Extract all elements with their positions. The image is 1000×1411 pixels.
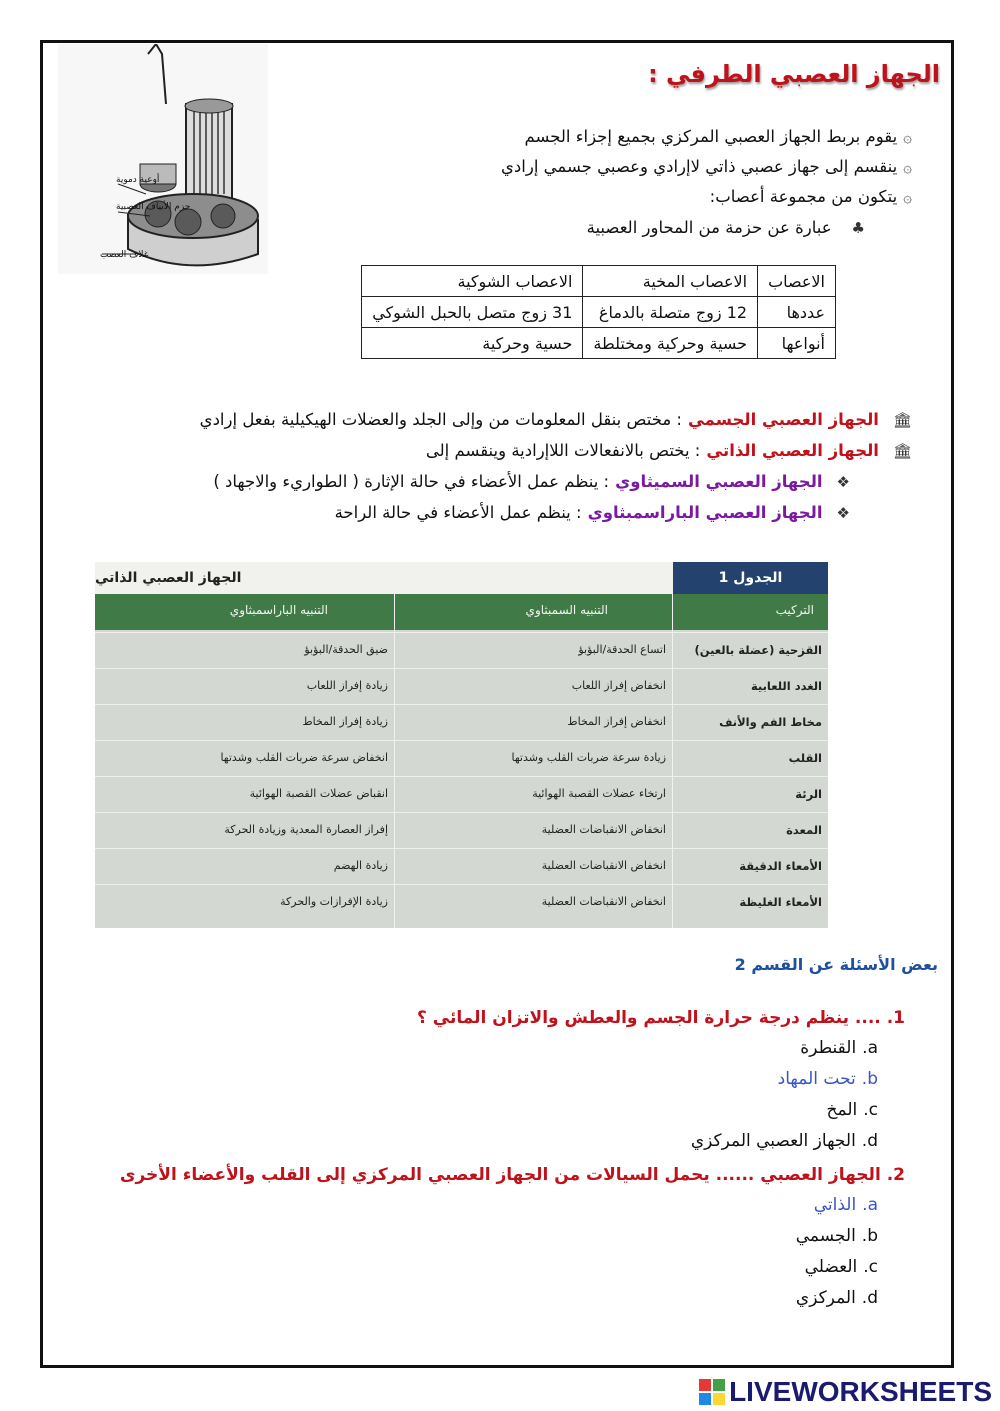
club-bullet-icon: ♣	[851, 218, 865, 237]
table-row	[95, 740, 828, 777]
flower-bullet-icon: ۞	[903, 127, 912, 146]
intro-line	[501, 157, 912, 176]
autonomic-line	[426, 441, 912, 460]
answer-option[interactable]	[796, 1226, 878, 1246]
photo-table-caption: الجهاز العصبي الذاتي	[95, 562, 673, 594]
answer-option[interactable]	[796, 1288, 878, 1308]
column-bullet-icon: 🏛	[892, 410, 912, 429]
table-header-cell: الاعصاب الشوكية	[362, 266, 583, 297]
somatic-line	[200, 410, 912, 429]
photo-table-label: الجدول 1	[673, 562, 828, 594]
option-text: تحت المهاد	[777, 1069, 856, 1089]
photo-cell: انخفاض الانقباضات العضلية	[541, 895, 666, 908]
answer-option[interactable]	[827, 1100, 878, 1120]
nerve-table	[361, 265, 836, 359]
photo-cell: زيادة إفراز اللعاب	[306, 679, 388, 692]
table-cell: حسية وحركية	[362, 328, 583, 359]
somatic-term: الجهاز العصبي الجسمي	[687, 410, 879, 429]
table-row	[362, 266, 836, 297]
table-cell: أنواعها	[758, 328, 836, 359]
intro-line	[710, 187, 912, 206]
photo-cell: انخفاض سرعة ضربات القلب وشدتها	[220, 751, 388, 764]
photo-cell: الأمعاء الغليظة	[739, 895, 822, 909]
intro-line	[525, 127, 912, 146]
photo-cell: ارتخاء عضلات القصبة الهوائية	[532, 787, 666, 800]
autonomic-term: الجهاز العصبي الذاتي	[706, 441, 879, 460]
table-row	[95, 848, 828, 885]
diagram-label-vessels: أوعية دموية	[116, 175, 160, 185]
table-row	[95, 812, 828, 849]
photo-table-header	[95, 594, 828, 630]
photo-cell: القزحية (عضلة بالعين)	[694, 643, 822, 657]
option-letter: a.	[862, 1038, 878, 1058]
liveworksheets-logo	[699, 1376, 992, 1408]
photo-cell: ضيق الحدقة/البؤبؤ	[304, 643, 388, 656]
photo-cell: انخفاض الانقباضات العضلية	[541, 859, 666, 872]
photo-cell: المعدة	[786, 823, 822, 837]
option-text: الذاتي	[813, 1195, 857, 1215]
flower-bullet-icon: ۞	[903, 157, 912, 176]
table-row	[95, 632, 828, 669]
diagram-label-bundles: حزم الأبياف العصبية	[116, 202, 191, 212]
answer-option-selected[interactable]	[778, 1069, 878, 1089]
table-row	[362, 297, 836, 328]
photo-cell: الغدد اللعابية	[750, 679, 822, 693]
intro-line-text: يقوم بربط الجهاز العصبي المركزي بجميع إجزاء الجسم	[524, 127, 898, 146]
photo-cell: زيادة سرعة ضربات القلب وشدتها	[511, 751, 666, 764]
flower-bullet-icon: ۞	[903, 187, 912, 206]
club-line	[587, 218, 865, 237]
question-stem: .... ينظم درجة حرارة الجسم والعطش والاتزان المائي ؟	[416, 1008, 881, 1028]
option-text: العضلي	[804, 1257, 858, 1277]
photo-cell: انقباض عضلات القصبة الهوائية	[249, 787, 388, 800]
liveworksheets-logo-icon	[699, 1379, 725, 1405]
club-line-text: عبارة عن حزمة من المحاور العصبية	[586, 218, 832, 237]
answer-option[interactable]	[800, 1038, 878, 1058]
parasympathetic-desc: : ينظم عمل الأعضاء في حالة الراحة	[334, 503, 582, 522]
question-2-text	[120, 1165, 905, 1185]
photo-cell: زيادة إفراز المخاط	[302, 715, 388, 728]
photo-cell: انخفاض إفراز اللعاب	[571, 679, 666, 692]
photo-cell: زيادة الإفرازات والحركة	[280, 895, 388, 908]
photo-cell: الأمعاء الدقيقة	[739, 859, 822, 873]
diagram-label-sheath: غلاف العصب	[100, 250, 149, 260]
option-letter: c.	[863, 1257, 878, 1277]
option-text: المخ	[826, 1100, 858, 1120]
sympathetic-term: الجهاز العصبي السميثاوي	[615, 472, 823, 491]
photo-cell: الرئة	[795, 787, 822, 801]
question-stem: الجهاز العصبي ...... يحمل السيالات من الجهاز العصبي المركزي إلى القلب والأعضاء الأخرى	[119, 1165, 881, 1185]
option-letter: c.	[863, 1100, 878, 1120]
answer-option[interactable]	[691, 1131, 878, 1151]
photo-cell: انخفاض الانقباضات العضلية	[541, 823, 666, 836]
intro-line-text: ينقسم إلى جهاز عصبي ذاتي لاإرادي وعصبي جسمي إرادي	[501, 157, 898, 176]
photo-col-header: التركيب	[775, 603, 814, 617]
option-text: القنطرة	[800, 1038, 857, 1058]
question-number: 2.	[886, 1165, 905, 1185]
parasympathetic-term: الجهاز العصبي الباراسمبثاوي	[587, 503, 823, 522]
photo-cell: اتساع الحدقة/البؤبؤ	[578, 643, 666, 656]
table-row	[362, 328, 836, 359]
photo-col-header: التنبيه الباراسمبثاوي	[229, 603, 328, 617]
answer-option[interactable]	[805, 1257, 878, 1277]
table-header-cell: الاعصاب المخية	[583, 266, 758, 297]
intro-line-text: يتكون من مجموعة أعصاب:	[709, 187, 898, 206]
table-row	[95, 884, 828, 921]
question-1-text	[417, 1008, 905, 1028]
option-text: الجسمي	[795, 1226, 856, 1246]
autonomic-desc: : يختص بالانفعالات اللاإرادية وينقسم إلى	[425, 441, 701, 460]
option-text: الجهاز العصبي المركزي	[690, 1131, 856, 1151]
questions-heading: بعض الأسئلة عن القسم 2	[734, 955, 938, 974]
table-cell: عددها	[758, 297, 836, 328]
logo-text: LIVEWORKSHEETS	[729, 1376, 992, 1407]
table-header-cell: الاعصاب	[758, 266, 836, 297]
option-letter: b.	[861, 1069, 878, 1089]
nerve-diagram	[58, 44, 268, 274]
table-row	[95, 704, 828, 741]
diamond-bullet-icon: ❖	[836, 503, 850, 522]
table-cell: 12 زوج متصلة بالدماغ	[583, 297, 758, 328]
answer-option-selected[interactable]	[814, 1195, 878, 1215]
page-title: الجهاز العصبي الطرفي :	[648, 60, 940, 88]
parasympathetic-line	[335, 503, 850, 522]
photo-cell: القلب	[788, 751, 822, 765]
option-letter: d.	[861, 1131, 878, 1151]
sympathetic-line	[213, 472, 850, 491]
somatic-desc: : مختص بنقل المعلومات من وإلى الجلد والعضلات الهيكيلية بفعل إرادي	[199, 410, 682, 429]
option-letter: a.	[862, 1195, 878, 1215]
photo-cell: زيادة الهضم	[333, 859, 388, 872]
photo-cell: إفراز العصارة المعدية وزيادة الحركة	[224, 823, 388, 836]
option-letter: d.	[861, 1288, 878, 1308]
question-number: 1.	[886, 1008, 905, 1028]
table-cell: حسية وحركية ومختلطة	[583, 328, 758, 359]
table-row	[95, 668, 828, 705]
photo-col-header: التنبيه السمبثاوي	[525, 603, 608, 617]
table-cell: 31 زوج متصل بالحبل الشوكي	[362, 297, 583, 328]
column-bullet-icon: 🏛	[892, 441, 912, 460]
diamond-bullet-icon: ❖	[836, 472, 850, 491]
option-letter: b.	[861, 1226, 878, 1246]
photo-cell: مخاط الفم والأنف	[719, 715, 822, 729]
option-text: المركزي	[795, 1288, 856, 1308]
photo-cell: انخفاض إفراز المخاط	[567, 715, 666, 728]
table-row	[95, 776, 828, 813]
sympathetic-desc: : ينظم عمل الأعضاء في حالة الإثارة ( الطواريء والاجهاد )	[213, 472, 610, 491]
autonomic-table-photo	[95, 562, 828, 928]
